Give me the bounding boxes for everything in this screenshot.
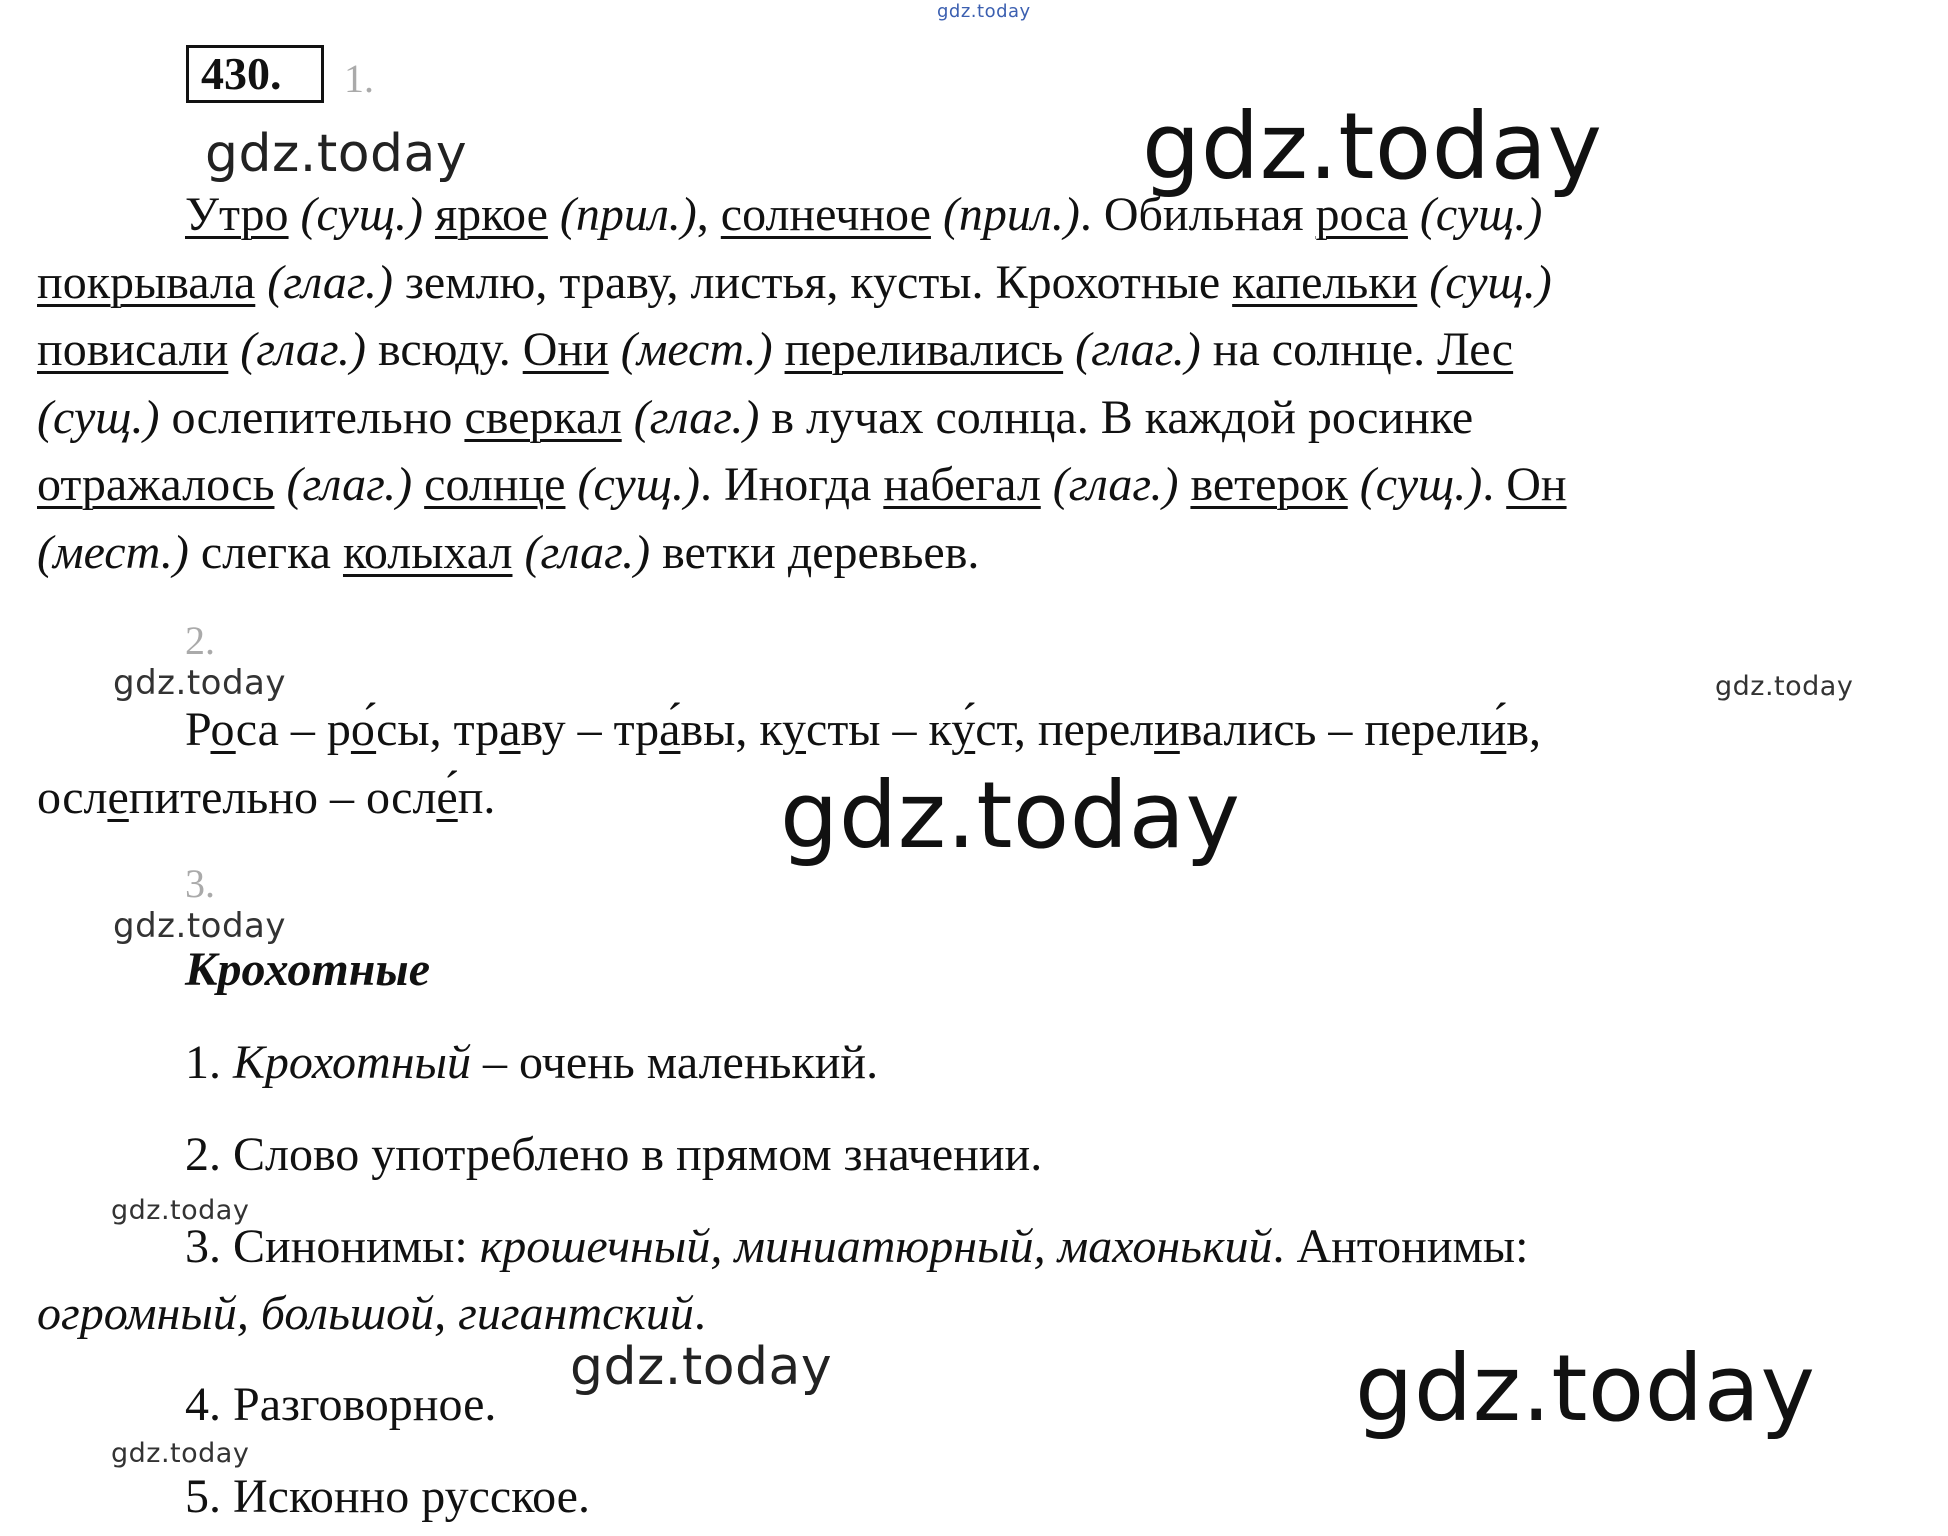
text-segment (1041, 458, 1053, 511)
text-segment: Р (185, 703, 211, 756)
text-segment: пительно – осл (128, 770, 437, 824)
text-segment: вались – перел (1179, 703, 1481, 756)
section-label-1: 1. (344, 56, 374, 101)
italic-text: Крохотный (233, 1036, 472, 1089)
italic-text: (мест.) (620, 323, 773, 376)
text-segment (1408, 188, 1420, 241)
underlined-word: а́ (659, 703, 681, 756)
underlined-word: солнце (424, 458, 566, 511)
text-segment: . (693, 1287, 706, 1340)
text-segment (412, 458, 424, 511)
text-segment (931, 188, 943, 241)
watermark-large: gdz.today (1355, 1335, 1816, 1442)
text-segment: землю, траву, листья, кусты. Крохотные (392, 255, 1233, 309)
text-segment (289, 188, 301, 241)
underlined-word: капельки (1232, 255, 1418, 309)
part3-item-5: 5. Исконно русское. (185, 1470, 590, 1523)
underlined-word: яркое (435, 188, 548, 241)
underlined-word: е́ (436, 770, 458, 824)
underlined-word: и́ (1480, 703, 1507, 756)
underlined-word: колыхал (342, 525, 513, 579)
text-segment: в лучах солнца. В каждой росинке (759, 390, 1474, 444)
underlined-word: роса (1315, 188, 1408, 241)
text-segment (548, 188, 560, 241)
part1-line (37, 249, 1917, 317)
part3-item-3-line1 (185, 1219, 1528, 1274)
underlined-word: о́ (350, 703, 377, 756)
underlined-word: покрывала (37, 255, 256, 309)
part3-title: Крохотные (185, 943, 430, 996)
text-segment (565, 458, 577, 511)
part1-line (37, 384, 1917, 452)
watermark: gdz.today (113, 663, 286, 703)
italic-text: огромный, большой, гигантский (37, 1287, 694, 1340)
underlined-word: а (499, 703, 521, 756)
italic-text: (сущ.) (1359, 458, 1483, 511)
italic-text: (глаг.) (1075, 323, 1201, 376)
watermark: gdz.today (570, 1337, 833, 1397)
text-segment (512, 526, 524, 579)
text-segment: п. (457, 770, 496, 824)
text-segment: осл (37, 770, 108, 824)
italic-text: крошечный, миниатюрный, махонький (479, 1220, 1273, 1273)
underlined-word: и (1154, 703, 1180, 756)
italic-text: (глаг.) (524, 525, 651, 579)
text-segment (1063, 323, 1075, 376)
part1-line (37, 451, 1917, 519)
part2-line (37, 696, 1917, 764)
part3-item-2: 2. Слово употреблено в прямом значении. (185, 1128, 1043, 1181)
watermark-large: gdz.today (780, 762, 1241, 869)
underlined-word: повисали (37, 323, 229, 376)
part1-paragraph (37, 181, 1917, 586)
italic-text: (прил.) (942, 188, 1080, 241)
text-segment: – очень маленький. (471, 1036, 879, 1089)
text-segment (255, 256, 267, 309)
italic-text: (глаг.) (633, 390, 760, 444)
text-segment: ослепительно (159, 390, 465, 444)
text-segment (228, 323, 240, 376)
italic-text: (глаг.) (267, 255, 393, 309)
text-segment: в, (1506, 703, 1541, 756)
italic-text: (мест.) (37, 525, 189, 579)
underlined-word: солнечное (720, 188, 931, 241)
text-segment: сы, тр (376, 703, 500, 756)
watermark: gdz.today (113, 906, 286, 946)
italic-text: (сущ.) (577, 458, 700, 511)
underlined-word: е (107, 770, 129, 824)
text-segment: . Иногда (699, 458, 884, 511)
part3-item-3-line2 (37, 1286, 706, 1341)
underlined-word: переливались (784, 323, 1064, 376)
underlined-word: Они (522, 323, 609, 376)
text-segment: , (696, 188, 721, 241)
text-segment (1348, 458, 1360, 511)
part3-item-1 (185, 1035, 878, 1090)
exercise-number: 430. (186, 45, 324, 103)
watermark-top: gdz.today (937, 1, 1031, 22)
text-segment: 3. Синонимы: (185, 1220, 480, 1273)
text-segment: . Антонимы: (1272, 1220, 1529, 1273)
italic-text: (сущ.) (300, 188, 424, 241)
text-segment (1417, 256, 1429, 309)
underlined-word: сверкал (464, 390, 622, 444)
italic-text: (сущ.) (1429, 255, 1552, 309)
underlined-word: отражалось (37, 458, 275, 511)
text-segment: ву – тр (520, 703, 660, 756)
section-label-2: 2. (185, 618, 215, 663)
underlined-word: Лес (1437, 323, 1514, 376)
text-segment: слегка (188, 525, 343, 579)
text-segment (622, 391, 634, 444)
italic-text: (сущ.) (1419, 188, 1543, 241)
underlined-word: ветерок (1190, 458, 1348, 511)
text-segment: са – р (235, 703, 351, 756)
underlined-word: Утро (185, 188, 289, 241)
italic-text: (глаг.) (240, 323, 366, 376)
text-segment: на солнце. (1200, 323, 1438, 376)
text-segment (1178, 458, 1190, 511)
text-segment: всюду. (365, 323, 523, 376)
text-segment: 1. (185, 1036, 233, 1089)
text-segment: вы, к (680, 703, 783, 756)
part1-line (37, 316, 1917, 384)
part2-paragraph (37, 696, 1917, 831)
part1-line (37, 519, 1917, 587)
text-segment: ветки деревьев. (650, 525, 980, 579)
text-segment: . Обильная (1079, 188, 1316, 241)
underlined-word: набегал (883, 458, 1041, 511)
underlined-word: у (782, 703, 807, 756)
text-segment (274, 458, 286, 511)
watermark: gdz.today (1715, 671, 1854, 702)
italic-text: (глаг.) (1052, 458, 1179, 511)
watermark: gdz.today (111, 1195, 250, 1226)
italic-text: (сущ.) (37, 390, 160, 444)
section-label-3: 3. (185, 861, 215, 906)
watermark-large: gdz.today (1142, 93, 1603, 200)
text-segment (773, 323, 785, 376)
part2-line (37, 764, 1917, 832)
italic-text: (глаг.) (286, 458, 413, 511)
text-segment (423, 188, 435, 241)
watermark: gdz.today (111, 1438, 250, 1469)
underlined-word: Он (1506, 458, 1567, 511)
text-segment: . (1482, 458, 1507, 511)
italic-text: (прил.) (559, 188, 697, 241)
text-segment: ст, перел (975, 703, 1155, 756)
watermark: gdz.today (205, 124, 468, 184)
part1-line (37, 181, 1917, 249)
underlined-word: о (210, 703, 236, 756)
part3-item-4: 4. Разговорное. (185, 1378, 497, 1431)
underlined-word: у́ (951, 703, 976, 756)
text-segment: сты – к (806, 703, 952, 756)
text-segment (609, 323, 621, 376)
